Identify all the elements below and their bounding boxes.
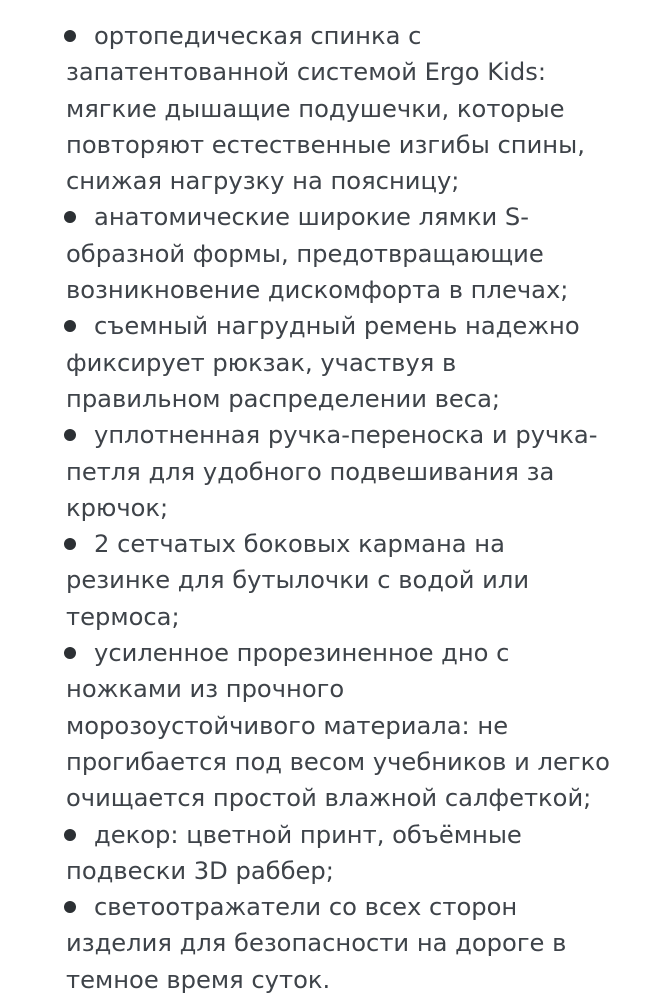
feature-item-rubber-bottom (66, 635, 618, 816)
feature-text: 2 сетчатых боковых кармана на резинке для бутылочки с водой или термоса; (66, 530, 530, 631)
feature-item-side-pockets (66, 526, 618, 635)
feature-item-reflectors (66, 889, 618, 998)
feature-item-chest-strap (66, 308, 618, 417)
feature-text: декор: цветной принт, объёмные подвески 3D раббер; (66, 820, 522, 885)
feature-text: ортопедическая спинка с запатентованной системой Ergo Kids: мягкие дышащие подушечки, которые повторяют естественные изгибы спины, снижая нагрузку на поясницу; (66, 22, 585, 196)
feature-text: усиленное прорезиненное дно с ножками из прочного морозоустойчивого материала: не прогибается под весом учебников и легко очищается простой влажной салфеткой; (66, 639, 610, 813)
feature-item-decor (66, 817, 618, 890)
feature-text: съемный нагрудный ремень надежно фиксирует рюкзак, участвуя в правильном распределении веса; (66, 312, 580, 413)
feature-text: светоотражатели со всех сторон изделия для безопасности на дороге в темное время суток. (66, 893, 567, 994)
feature-text: анатомические широкие лямки S- образной формы, предотвращающие возникновение дискомфорта в плечах; (66, 203, 569, 305)
bullet-icon (64, 647, 76, 659)
feature-list (66, 18, 618, 998)
feature-item-handles (66, 417, 618, 526)
bullet-icon (64, 30, 76, 42)
bullet-icon (64, 829, 76, 841)
feature-item-shoulder-straps (66, 199, 618, 308)
feature-item-orthopedic-back (66, 18, 618, 199)
feature-text: уплотненная ручка-переноска и ручка- петля для удобного подвешивания за крючок; (66, 421, 598, 522)
